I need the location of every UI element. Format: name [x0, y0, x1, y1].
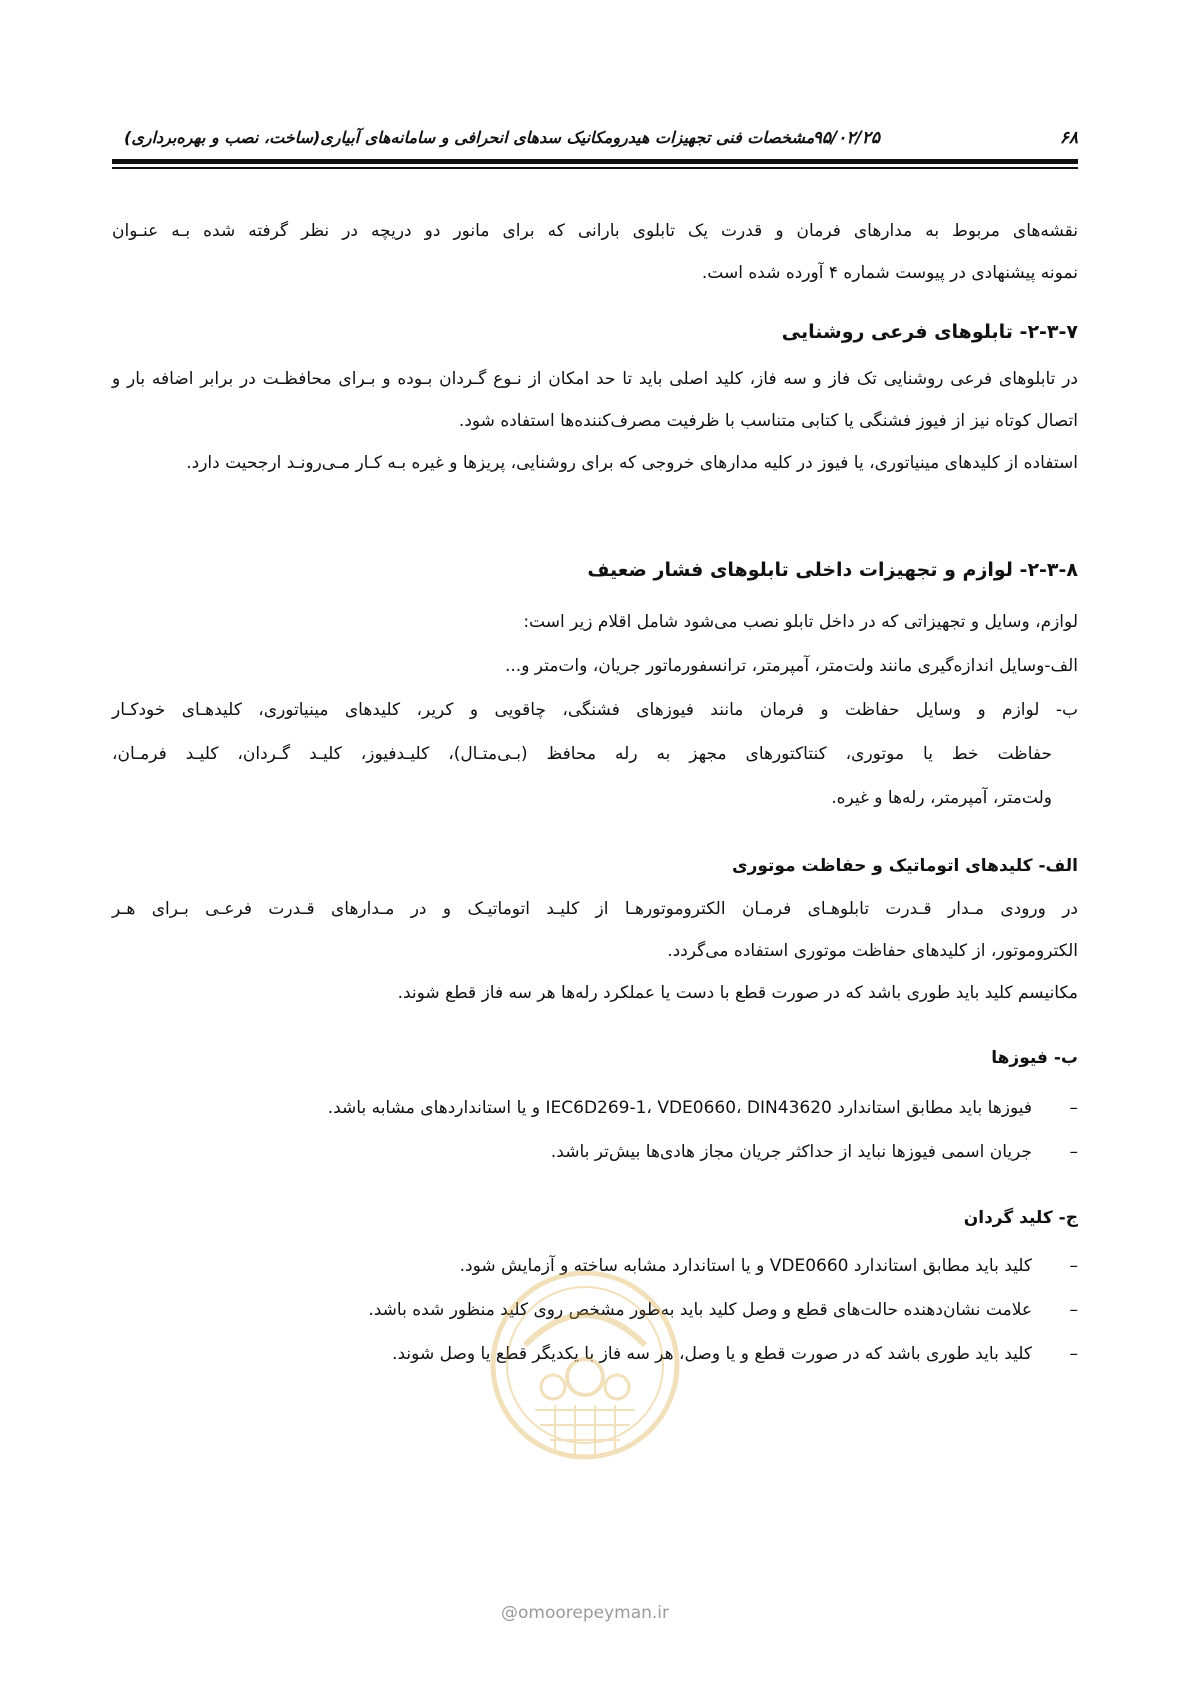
- list-item-b-line-2: حفاظت خط یا موتوری، کنتاکتورهای مجهز به رله محافظ (بـی‌متـال)، کلیـدفیوز، کلیـد گـردان، کلیـد فرمـان،: [112, 744, 1052, 764]
- list-item-b-line-3: ولت‌متر، آمپرمتر، رله‌ها و غیره.: [831, 788, 1052, 808]
- section-2-3-8: [112, 550, 1078, 590]
- intro-line-2: نمونه پیشنهادی در پیوست شماره ۴ آورده شده است.: [701, 263, 1078, 283]
- subsection-heading: الف- کلیدهای اتوماتیک و حفاظت موتوری: [732, 856, 1078, 876]
- subsection-a-body: [112, 888, 1078, 1014]
- bullet-dash: –: [1069, 1142, 1078, 1162]
- bullet-dash: –: [1069, 1300, 1078, 1320]
- watermark-seal-icon: [485, 1265, 685, 1465]
- section-heading: ۲-۳-۷- تابلوهای فرعی روشنایی: [781, 321, 1078, 343]
- header-rule-thin: [112, 167, 1078, 169]
- list-intro: لوازم، وسایل و تجهیزاتی که در داخل تابلو نصب می‌شود شامل اقلام زیر است:: [523, 612, 1078, 632]
- intro-line-1: نقشه‌های مربوط به مدارهای فرمان و قدرت یک تابلوی بارانی که برای مانور دو دریچه در نظر گرفته شده بـه عنـوان: [112, 221, 1078, 241]
- section-heading: ۲-۳-۸- لوازم و تجهیزات داخلی تابلوهای فشار ضعیف: [587, 559, 1078, 581]
- subsection-a-line-3: مکانیسم کلید باید طوری باشد که در صورت قطع با دست یا عملکرد رله‌ها هر سه فاز قطع شوند.: [397, 983, 1078, 1003]
- subsection-b: [112, 1038, 1078, 1078]
- header-rule-thick: [112, 159, 1078, 164]
- bullet-dash: –: [1069, 1098, 1078, 1118]
- list-item-a: الف-وسایل اندازه‌گیری مانند ولت‌متر، آمپرمتر، ترانسفورماتور جریان، وات‌متر و...: [504, 656, 1078, 676]
- bullet-dash: –: [1069, 1256, 1078, 1276]
- header-date: ۹۵/۰۲/۲۵: [812, 128, 880, 148]
- subsection-c: [112, 1198, 1078, 1238]
- section-paragraph: در تابلوهای فرعی روشنایی تک فاز و سه فاز، کلید اصلی باید تا حد امکان از نـوع گـردان بـوده و بـرای محافظـت در برابر اضافه بار و اتصال کوتاه نیز از فیوز فشنگی یا کتابی متناسب با ظرفیت مصرف‌کننده‌ها استفاده شود.: [112, 369, 1078, 431]
- subsection-b-bullets: [112, 1086, 1078, 1174]
- bullet-item: [112, 1086, 1078, 1130]
- section-2-3-8-body: [112, 600, 1078, 820]
- watermark-site: @omoorepeyman.ir: [500, 1603, 670, 1623]
- section-2-3-7: [112, 312, 1078, 352]
- page-header: [112, 128, 1078, 152]
- intro-paragraph: [112, 210, 1078, 294]
- bullet-text: فیوزها باید مطابق استاندارد IEC6D269-1، VDE0660، DIN43620 و یا استانداردهای مشابه باشد.: [327, 1098, 1032, 1118]
- subsection-heading: ج- کلید گردان: [963, 1208, 1078, 1228]
- page-number: ۶۸: [1059, 128, 1078, 148]
- bullet-text: جریان اسمی فیوزها نباید از حداکثر جریان مجاز هادی‌ها بیش‌تر باشد.: [550, 1142, 1032, 1162]
- section-paragraph: استفاده از کلیدهای مینیاتوری، یا فیوز در کلیه مدارهای خروجی که برای روشنایی، پریزها و غیره بـه کـار مـی‌رونـد ارجحیت دارد.: [186, 453, 1078, 473]
- bullet-text: کلید باید طوری باشد که در صورت قطع و یا وصل، هر سه فاز با یکدیگر قطع یا وصل شوند.: [392, 1344, 1032, 1364]
- subsection-heading: ب- فیوزها: [991, 1048, 1078, 1068]
- subsection-a-line-2: الکتروموتور، از کلیدهای حفاظت موتوری استفاده می‌گردد.: [667, 941, 1078, 961]
- bullet-item: [112, 1130, 1078, 1174]
- bullet-text: علامت نشان‌دهنده حالت‌های قطع و وصل کلید باید به‌طور مشخص روی کلید منظور شده باشد.: [368, 1300, 1032, 1320]
- bullet-dash: –: [1069, 1344, 1078, 1364]
- subsection-a-line-1: در ورودی مـدار قـدرت تابلوهـای فرمـان الکتروموتورهـا از کلیـد اتوماتیـک و در مـدارهای قـدرت فرعـی بـرای هـر: [112, 899, 1078, 919]
- list-item-b-line-1: ب- لوازم و وسایل حفاظت و فرمان مانند فیوزهای فشنگی، چاقویی و کریر، کلیدهای مینیاتوری، کلیدهـای خودکـار: [112, 700, 1078, 720]
- bullet-text: کلید باید مطابق استاندارد VDE0660 و یا استاندارد مشابه ساخته و آزمایش شود.: [459, 1256, 1032, 1276]
- header-title: مشخصات فنی تجهیزات هیدرومکانیک سدهای انحرافی و سامانه‌های آبیاری(ساخت، نصب و بهره‌برداری): [124, 128, 815, 147]
- subsection-a: [112, 846, 1078, 886]
- section-2-3-7-body: [112, 358, 1078, 484]
